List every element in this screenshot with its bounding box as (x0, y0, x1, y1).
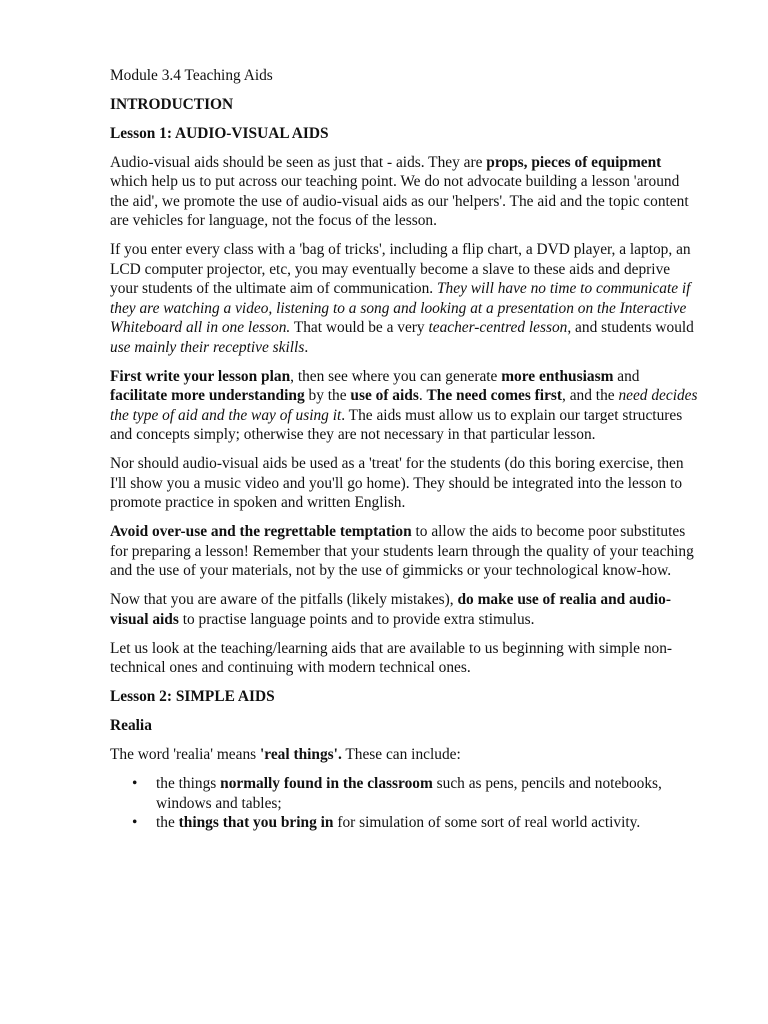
paragraph-pitfalls: Now that you are aware of the pitfalls (likely mistakes), do make use of realia and audio-visual aids to practise language points and to provide extra stimulus. (110, 591, 671, 628)
bullet-icon: • (132, 814, 138, 831)
realia-intro: The word 'realia' means 'real things'. These can include: (110, 746, 461, 763)
list-item: • the things that you bring in for simulation of some sort of real world activity. (132, 814, 641, 831)
paragraph-props: Audio-visual aids should be seen as just that - aids. They are props, pieces of equipment which help us to put across our teaching point. We do not advocate building a lesson 'around the aid', we promote the use of audio-visual aids as our 'helpers'. The aid and the topic content are vehicles for language, not the focus of the lesson. (110, 153, 689, 229)
paragraph-over-use: Avoid over-use and the regrettable temptation to allow the aids to become poor substitutes for preparing a lesson! Remember that your students learn through the quality of your teaching and the use of your materials, not by the use of gimmicks or your technological know-how. (110, 523, 694, 579)
list-item: • the things normally found in the classroom such as pens, pencils and notebooks, windows and tables; (132, 775, 662, 812)
bullet-icon: • (132, 775, 138, 792)
realia-list (110, 774, 698, 833)
introduction-heading: INTRODUCTION (110, 95, 234, 113)
paragraph-treat: Nor should audio-visual aids be used as a 'treat' for the students (do this boring exercise, then I'll show you a music video and you'll go home). They should be integrated into the lesson to promote practice in spoken and written English. (110, 455, 684, 511)
module-title: Module 3.4 Teaching Aids (110, 67, 273, 84)
paragraph-lesson-plan: First write your lesson plan, then see where you can generate more enthusiasm and facilitate more understanding by the use of aids. The need comes first, and the need decides the type of aid and the way of using it. The aids must allow us to explain our target structures and concepts simply; otherwise they are not necessary in that particular lesson. (110, 367, 698, 443)
paragraph-bag-of-tricks: If you enter every class with a 'bag of tricks', including a flip chart, a DVD player, a laptop, an LCD computer projector, etc, you may eventually become a slave to these aids and deprive your students of the ultimate aim of communication. They will have no time to communicate if they are watching a video, listening to a song and looking at a presentation on the Interactive Whiteboard all in one lesson. That would be a very teacher-centred lesson, and students would use mainly their receptive skills. (110, 241, 694, 356)
realia-heading: Realia (110, 717, 152, 734)
lesson2-heading: Lesson 2: SIMPLE AIDS (110, 688, 275, 705)
lesson1-heading: Lesson 1: AUDIO-VISUAL AIDS (110, 124, 329, 142)
paragraph-available-aids: Let us look at the teaching/learning aids that are available to us beginning with simple non-technical ones and continuing with modern technical ones. (110, 639, 673, 676)
